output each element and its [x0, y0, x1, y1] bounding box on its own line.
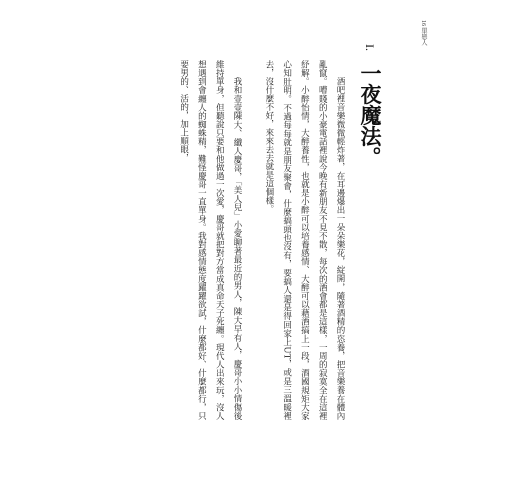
- chapter-number: I.: [363, 44, 377, 51]
- paragraph: 酒吧裡音樂微微輕炸著，在耳邊爆出一朵朵樂花，綻開，隨著酒精的恣養，把音樂養在體內亂竄。嘈賤的小豪電話裡說今晚有新朋友不見不散，每次的酒會都是這樣，一周的寂寞全在這裡紓解。小醉怡情，大醉養性，也就是小醉可以培養感情、大醉可以藉酒搞上一段，酒國規矩大家心知肚明。不過每每就是朋友聚會，什麼搞頭也沒有，要搞人還是得回家上UT，或是三溫暖裡去，沒什麼不好，來來去去就是這個樣。: [263, 60, 345, 420]
- running-header: [419, 20, 427, 46]
- chapter-heading: [358, 44, 382, 167]
- body-text: [174, 60, 348, 420]
- paragraph: 我和壹壹陳大、纖人慶哥，「美人兒」小愛聊著最近的男人，陳大早有人，慶哥小小情傷後維持單身，但聽說只要和他做過一次愛，慶哥就把對方當成真命天子死纏。現代人出來玩，沒人想遇到會纏人的蜘蛛精，難怪慶哥一直單身。我對感情態度躍躍欲試，什麼都好、什麼都行，只要男的、活的，加上順眼，: [178, 60, 243, 420]
- page-number: 16: [420, 20, 426, 26]
- paragraph-gap: [245, 60, 259, 420]
- chapter-title: 一夜魔法。: [358, 62, 382, 168]
- running-title: 單戀人: [420, 27, 427, 46]
